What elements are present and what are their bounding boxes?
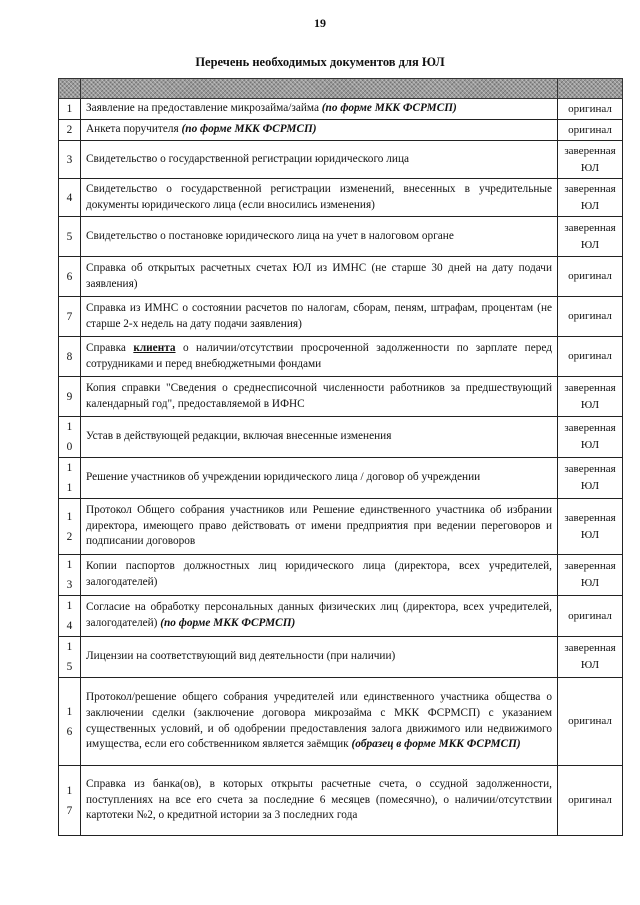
- document-status: оригинал: [558, 99, 623, 120]
- document-text: Копия справки "Сведения о среднесписочной численности работников за предшествующий календарный год", предоставляемой в ИФНС: [86, 381, 552, 410]
- document-status: оригинал: [558, 596, 623, 637]
- document-name: [81, 179, 558, 217]
- table-row: [59, 555, 623, 596]
- row-number-digit: 1: [66, 784, 73, 797]
- row-number: [59, 337, 81, 377]
- document-name: [81, 337, 558, 377]
- document-status: заверенная ЮЛ: [558, 179, 623, 217]
- row-number-digit: 1: [66, 103, 73, 115]
- table-row: [59, 766, 623, 836]
- table-row: [59, 596, 623, 637]
- document-text-emphasis: клиента: [133, 341, 176, 354]
- row-number-digit: 6: [66, 270, 73, 283]
- table-row: [59, 678, 623, 766]
- row-number: [59, 297, 81, 337]
- form-note: (образец в форме МКК ФСРМСП): [351, 738, 521, 751]
- row-number-digit: 8: [66, 350, 73, 363]
- row-number: [59, 257, 81, 297]
- row-number: [59, 766, 81, 836]
- row-number-digit: 1: [66, 705, 73, 718]
- document-text: Лицензии на соответствующий вид деятельности (при наличии): [86, 650, 396, 663]
- document-status: заверенная ЮЛ: [558, 141, 623, 179]
- form-note: (по форме МКК ФСРМСП): [181, 123, 317, 136]
- document-status: заверенная ЮЛ: [558, 377, 623, 417]
- row-number-digit: 4: [66, 191, 73, 204]
- document-status: заверенная ЮЛ: [558, 458, 623, 499]
- document-text: Анкета поручителя: [86, 123, 182, 136]
- row-number: [59, 678, 81, 766]
- row-number-digit: 6: [66, 725, 73, 738]
- table-header-row: [59, 79, 623, 99]
- document-status: оригинал: [558, 678, 623, 766]
- document-status: заверенная ЮЛ: [558, 555, 623, 596]
- document-name: [81, 637, 558, 678]
- document-text: Копии паспортов должностных лиц юридического лица (директора, всех учредителей, залогодателей): [86, 560, 552, 588]
- row-number: [59, 377, 81, 417]
- row-number: [59, 458, 81, 499]
- document-name: [81, 596, 558, 637]
- document-name: [81, 499, 558, 555]
- row-number: [59, 120, 81, 141]
- table-row: [59, 99, 623, 120]
- document-status: оригинал: [558, 120, 623, 141]
- document-status: заверенная ЮЛ: [558, 217, 623, 257]
- row-number-digit: 1: [66, 462, 73, 474]
- row-number-digit: 1: [66, 600, 73, 612]
- row-number: [59, 499, 81, 555]
- table-row: [59, 637, 623, 678]
- row-number: [59, 141, 81, 179]
- row-number-digit: 7: [66, 804, 73, 817]
- row-number: [59, 217, 81, 257]
- table-row: [59, 217, 623, 257]
- table-row: [59, 377, 623, 417]
- header-cell: [81, 79, 558, 99]
- row-number-digit: 5: [66, 661, 73, 673]
- document-text: Протокол Общего собрания участников или Решение единственного участника об избрании директора, имеющего право действовать от имени предприятия при ведении переговоров и подписании договоров: [86, 504, 552, 548]
- row-number-digit: 5: [66, 230, 73, 243]
- document-status: заверенная ЮЛ: [558, 417, 623, 458]
- row-number-digit: 7: [66, 310, 73, 323]
- row-number: [59, 555, 81, 596]
- document-status: оригинал: [558, 257, 623, 297]
- row-number-digit: 3: [66, 579, 73, 591]
- page-number: 19: [314, 16, 326, 30]
- document-name: [81, 458, 558, 499]
- row-number-digit: 1: [66, 482, 73, 494]
- document-status: заверенная ЮЛ: [558, 637, 623, 678]
- row-number: [59, 596, 81, 637]
- document-status: оригинал: [558, 297, 623, 337]
- documents-table: [58, 78, 623, 836]
- document-status: оригинал: [558, 766, 623, 836]
- document-name: [81, 417, 558, 458]
- header-cell: [558, 79, 623, 99]
- row-number-digit: 3: [66, 153, 73, 166]
- document-name: [81, 766, 558, 836]
- row-number: [59, 99, 81, 120]
- document-name: [81, 555, 558, 596]
- table-row: [59, 337, 623, 377]
- form-note: (по форме МКК ФСРМСП): [160, 617, 296, 629]
- row-number-digit: 2: [66, 530, 73, 543]
- document-text-prefix: Справка: [86, 341, 134, 354]
- table-row: [59, 499, 623, 555]
- table-row: [59, 417, 623, 458]
- document-text: Свидетельство о постановке юридического лица на учет в налоговом органе: [86, 229, 454, 242]
- document-name: [81, 141, 558, 179]
- document-name: [81, 377, 558, 417]
- document-text: Решение участников об учреждении юридического лица / договор об учреждении: [86, 471, 481, 484]
- table-row: [59, 179, 623, 217]
- document-text: Справка из банка(ов), в которых открыты расчетные счета, о ссудной задолженности, поступлениях на все его счета за последние 6 месяцев (помесячно), о наличии/отсутствии картотеки №2, о кредитной истории за 3 последних года: [86, 778, 552, 822]
- document-text: Устав в действующей редакции, включая внесенные изменения: [86, 430, 392, 443]
- document-text: Заявление на предоставление микрозайма/займа: [86, 102, 322, 115]
- row-number: [59, 637, 81, 678]
- document-status: заверенная ЮЛ: [558, 499, 623, 555]
- document-text: Протокол/решение общего собрания учредителей или единственного участника общества о заключении сделки (заключение договора микрозайма с МКК ФСРМСП) с указанием существенных условий, и об одобрении предоставления залога движимого или недвижимого имущества, если его собственником является заёмщик: [86, 691, 552, 751]
- table-row: [59, 120, 623, 141]
- document-name: [81, 678, 558, 766]
- document-name: [81, 120, 558, 141]
- form-note: (по форме МКК ФСРМСП): [321, 102, 457, 115]
- table-row: [59, 458, 623, 499]
- row-number-digit: 1: [66, 510, 73, 523]
- document-text: Свидетельство о государственной регистрации юридического лица: [86, 152, 410, 165]
- table-row: [59, 297, 623, 337]
- header-cell: [59, 79, 81, 99]
- document-name: [81, 297, 558, 337]
- document-text: о наличии/отсутствии просроченной задолженности по зарплате перед сотрудниками и перед внебюджетными фондами: [86, 341, 552, 370]
- row-number-digit: 0: [66, 441, 73, 453]
- row-number-digit: 9: [66, 390, 73, 403]
- row-number-digit: 2: [66, 124, 73, 136]
- table-row: [59, 257, 623, 297]
- document-text: Свидетельство о государственной регистрации изменений, внесенных в учредительные документы юридического лица (если вносились изменения): [86, 182, 552, 211]
- row-number-digit: 1: [66, 559, 73, 571]
- document-text: Согласие на обработку персональных данных физических лиц (директора, всех учредителей, залогодателей): [86, 601, 552, 629]
- table-row: [59, 141, 623, 179]
- row-number-digit: 1: [66, 421, 73, 433]
- row-number-digit: 4: [66, 620, 73, 632]
- document-status: оригинал: [558, 337, 623, 377]
- document-title: Перечень необходимых документов для ЮЛ: [195, 55, 445, 69]
- row-number-digit: 1: [66, 641, 73, 653]
- document-text: Справка из ИМНС о состоянии расчетов по налогам, сборам, пеням, штрафам, процентам (не старше 2-х недель на дату подачи заявления): [86, 301, 552, 330]
- document-name: [81, 99, 558, 120]
- document-text: Справка об открытых расчетных счетах ЮЛ из ИМНС (не старше 30 дней на дату подачи заявления): [86, 261, 552, 290]
- row-number: [59, 417, 81, 458]
- document-name: [81, 217, 558, 257]
- document-name: [81, 257, 558, 297]
- row-number: [59, 179, 81, 217]
